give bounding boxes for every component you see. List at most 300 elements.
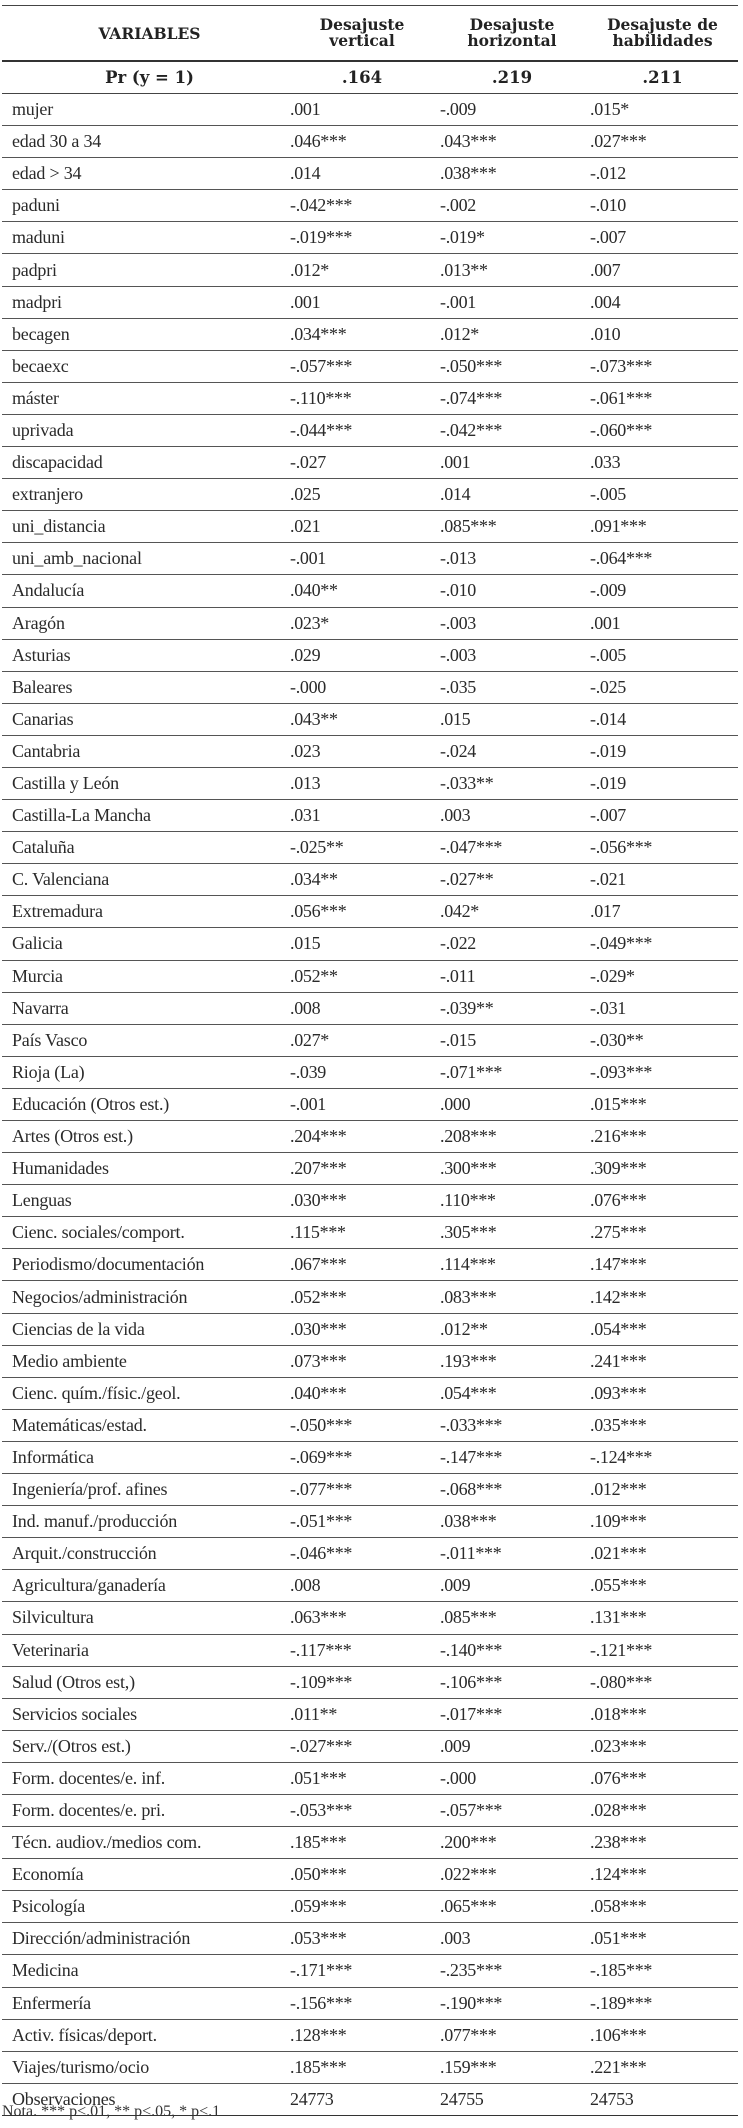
row-value: .128*** [290, 2024, 347, 2045]
row-value: .001 [290, 291, 321, 312]
row-value: -.012 [590, 163, 626, 184]
table-row [2, 2052, 738, 2084]
table-row [2, 1538, 738, 1570]
header-horizontal-mismatch: Desajuste horizontal [467, 15, 557, 50]
row-label: Cantabria [12, 740, 81, 761]
row-value: -.030** [590, 1029, 644, 1050]
row-value: -.017*** [440, 1703, 503, 1724]
row-label: edad > 34 [12, 163, 82, 184]
row-value: -.189*** [590, 1992, 653, 2013]
row-value: .015 [440, 708, 471, 729]
row-label: discapacidad [12, 452, 103, 473]
row-label: Dirección/administración [12, 1928, 191, 1949]
table-row [2, 1602, 738, 1634]
row-value: .010 [590, 323, 621, 344]
row-label: Negocios/administración [12, 1286, 188, 1307]
table-row [2, 704, 738, 736]
row-value: .051*** [290, 1767, 347, 1788]
row-value: -.033*** [440, 1414, 503, 1435]
row-label: Asturias [12, 644, 71, 665]
table-row [2, 832, 738, 864]
row-label: Psicología [12, 1896, 85, 1917]
row-label: Educación (Otros est.) [12, 1093, 170, 1114]
table-row [2, 190, 738, 222]
table-row [2, 1378, 738, 1410]
row-label: Serv./(Otros est.) [12, 1735, 131, 1756]
row-value: .200*** [440, 1832, 497, 1853]
row-value: .093*** [590, 1382, 647, 1403]
table-row [2, 1121, 738, 1153]
table-row [2, 1346, 738, 1378]
row-value: -.171*** [290, 1960, 353, 1981]
table-row [2, 672, 738, 704]
row-label: Extremadura [12, 901, 103, 922]
table-row [2, 511, 738, 543]
row-value: .033 [590, 452, 621, 473]
row-label: Canarias [12, 708, 74, 729]
row-value: .008 [290, 997, 321, 1018]
row-value: .022*** [440, 1864, 497, 1885]
row-value: .300*** [440, 1158, 497, 1179]
row-value: .021 [290, 516, 321, 537]
probability-label: Pr (y = 1) [105, 68, 194, 87]
table-row [2, 1153, 738, 1185]
row-label: Arquit./construcción [12, 1543, 157, 1564]
row-value: .001 [590, 612, 621, 633]
table-row [2, 1923, 738, 1955]
table-row [2, 608, 738, 640]
row-value: .109*** [590, 1511, 647, 1532]
table-row [2, 222, 738, 254]
row-label: País Vasco [12, 1029, 88, 1050]
row-label: Ingeniería/prof. afines [12, 1479, 168, 1500]
table-row [2, 126, 738, 158]
row-value: .023 [290, 740, 321, 761]
row-value: .007 [590, 259, 621, 280]
row-value: .027*** [590, 131, 647, 152]
row-value: .040** [290, 580, 338, 601]
row-value: .275*** [590, 1222, 647, 1243]
row-value: .050*** [290, 1864, 347, 1885]
row-label: Humanidades [12, 1158, 109, 1179]
row-label: Lenguas [12, 1190, 72, 1211]
row-label: Navarra [12, 997, 69, 1018]
row-value: .309*** [590, 1158, 647, 1179]
row-value: -.093*** [590, 1061, 653, 1082]
row-value: -.069*** [290, 1446, 353, 1467]
row-value: .009 [440, 1735, 471, 1756]
table-row [2, 2020, 738, 2052]
row-label: Baleares [12, 676, 73, 697]
table-row [2, 351, 738, 383]
row-value: .063*** [290, 1607, 347, 1628]
row-label: Andalucía [12, 580, 85, 601]
row-label: Informática [12, 1446, 94, 1467]
row-value: .017 [590, 901, 621, 922]
row-value: -.109*** [290, 1671, 353, 1692]
table-row [2, 1635, 738, 1667]
row-label: Medicina [12, 1960, 79, 1981]
row-label: Castilla-La Mancha [12, 805, 151, 826]
row-value: -.025 [590, 676, 626, 697]
table-row [2, 543, 738, 575]
row-value: -.050*** [440, 355, 503, 376]
table-row [2, 1667, 738, 1699]
row-label: becagen [12, 323, 70, 344]
row-value: .241*** [590, 1350, 647, 1371]
row-value: -.042*** [290, 195, 353, 216]
row-value: .012* [290, 259, 330, 280]
row-value: -.057*** [440, 1800, 503, 1821]
table-row [2, 1859, 738, 1891]
table-row [2, 1891, 738, 1923]
table-row [2, 961, 738, 993]
row-label: Servicios sociales [12, 1703, 137, 1724]
header-variables: VARIABLES [98, 23, 201, 43]
row-value: -.042*** [440, 419, 503, 440]
row-value: .027* [290, 1029, 330, 1050]
row-value: .056*** [290, 901, 347, 922]
row-value: -.106*** [440, 1671, 503, 1692]
row-label: paduni [12, 195, 60, 216]
row-value: -.235*** [440, 1960, 503, 1981]
row-value: .073*** [290, 1350, 347, 1371]
table-row [2, 1281, 738, 1313]
row-value: .142*** [590, 1286, 647, 1307]
row-value: -.019*** [290, 227, 353, 248]
row-value: .029 [290, 644, 321, 665]
row-value: .193*** [440, 1350, 497, 1371]
row-label: Aragón [12, 612, 65, 633]
row-value: -.001 [290, 548, 326, 569]
row-value: -.009 [590, 580, 626, 601]
row-value: .023* [290, 612, 330, 633]
row-value: .204*** [290, 1126, 347, 1147]
row-value: -.025** [290, 837, 344, 858]
row-value: -.039** [440, 997, 494, 1018]
row-value: -.071*** [440, 1061, 503, 1082]
header-vertical-mismatch: Desajuste vertical [319, 15, 405, 50]
row-value: .076*** [590, 1767, 647, 1788]
probability-row [2, 62, 738, 94]
row-value: -.061*** [590, 387, 653, 408]
table-row [2, 1827, 738, 1859]
row-value: -.124*** [590, 1446, 653, 1467]
table-row [2, 575, 738, 607]
row-value: .043** [290, 708, 338, 729]
row-value: -.110*** [290, 387, 352, 408]
row-value: -.049*** [590, 933, 653, 954]
row-value: .052** [290, 965, 338, 986]
row-value: .018*** [590, 1703, 647, 1724]
row-value: .021*** [590, 1543, 647, 1564]
row-value: .185*** [290, 1832, 347, 1853]
table-header [2, 5, 738, 62]
row-label: Murcia [12, 965, 63, 986]
table-row [2, 1410, 738, 1442]
row-value: .031 [290, 805, 321, 826]
row-value: -.010 [590, 195, 626, 216]
row-value: -.077*** [290, 1479, 353, 1500]
row-value: .038*** [440, 1511, 497, 1532]
row-value: -.117*** [290, 1639, 352, 1660]
row-value: .001 [290, 99, 321, 120]
row-value: .131*** [590, 1607, 647, 1628]
row-value: .015*** [590, 1093, 647, 1114]
row-value: .238*** [590, 1832, 647, 1853]
row-label: Cienc. quím./físic./geol. [12, 1382, 181, 1403]
row-value: -.001 [290, 1093, 326, 1114]
table-row [2, 1506, 738, 1538]
table-row [2, 896, 738, 928]
table-row [2, 768, 738, 800]
row-label: Silvicultura [12, 1607, 94, 1628]
table-row [2, 928, 738, 960]
row-label: mujer [12, 99, 53, 120]
table-row [2, 1057, 738, 1089]
row-value: .221*** [590, 2056, 647, 2077]
row-value: -.057*** [290, 355, 353, 376]
row-value: .083*** [440, 1286, 497, 1307]
row-value: .030*** [290, 1190, 347, 1211]
row-value: .115*** [290, 1222, 346, 1243]
row-label: Agricultura/ganadería [12, 1575, 166, 1596]
row-value: .034** [290, 869, 338, 890]
row-value: .085*** [440, 516, 497, 537]
row-value: .185*** [290, 2056, 347, 2077]
row-value: -.033** [440, 773, 494, 794]
table-row [2, 254, 738, 286]
row-value: -.047*** [440, 837, 503, 858]
row-label: Ind. manuf./producción [12, 1511, 178, 1532]
probability-skills: .211 [642, 68, 683, 87]
row-label: maduni [12, 227, 65, 248]
row-value: -.080*** [590, 1671, 653, 1692]
row-value: .207*** [290, 1158, 347, 1179]
row-value: -.021 [590, 869, 626, 890]
table-row [2, 1217, 738, 1249]
row-value: .055*** [590, 1575, 647, 1596]
row-label: uni_distancia [12, 516, 106, 537]
table-row [2, 319, 738, 351]
table-row [2, 1731, 738, 1763]
row-value: -.007 [590, 805, 626, 826]
row-value: 24755 [440, 2088, 484, 2109]
row-value: .014 [440, 484, 471, 505]
row-value: .054*** [440, 1382, 497, 1403]
row-value: -.000 [440, 1767, 476, 1788]
row-value: -.019 [590, 773, 626, 794]
row-value: -.051*** [290, 1511, 353, 1532]
row-value: -.019 [590, 740, 626, 761]
row-label: uprivada [12, 419, 74, 440]
row-value: -.022 [440, 933, 476, 954]
row-value: -.056*** [590, 837, 653, 858]
row-value: -.027 [290, 452, 326, 473]
row-value: .110*** [440, 1190, 496, 1211]
row-value: .208*** [440, 1126, 497, 1147]
row-label: Veterinaria [12, 1639, 89, 1660]
table-row [2, 1025, 738, 1057]
row-value: -.029* [590, 965, 635, 986]
row-value: .008 [290, 1575, 321, 1596]
row-label: padpri [12, 259, 57, 280]
row-label: Artes (Otros est.) [12, 1126, 133, 1147]
row-value: .015* [590, 99, 630, 120]
row-value: -.050*** [290, 1414, 353, 1435]
table-row [2, 415, 738, 447]
row-value: .003 [440, 805, 471, 826]
row-value: .106*** [590, 2024, 647, 2045]
header-skills-mismatch: Desajuste de habilidades [607, 15, 718, 50]
row-value: .147*** [590, 1254, 647, 1275]
marginal-effects-table [2, 5, 738, 2116]
table-row [2, 800, 738, 832]
row-value: .012* [440, 323, 480, 344]
row-value: -.003 [440, 644, 476, 665]
row-value: .011** [290, 1703, 338, 1724]
row-value: .067*** [290, 1254, 347, 1275]
row-value: -.068*** [440, 1479, 503, 1500]
row-value: .059*** [290, 1896, 347, 1917]
row-value: .009 [440, 1575, 471, 1596]
table-row [2, 864, 738, 896]
table-row [2, 993, 738, 1025]
row-value: -.073*** [590, 355, 653, 376]
row-value: .058*** [590, 1896, 647, 1917]
table-row [2, 1763, 738, 1795]
row-value: .003 [440, 1928, 471, 1949]
row-value: -.035 [440, 676, 476, 697]
row-value: -.185*** [590, 1960, 653, 1981]
table-row [2, 447, 738, 479]
row-label: becaexc [12, 355, 69, 376]
row-value: -.024 [440, 740, 476, 761]
table-row [2, 479, 738, 511]
table-row [2, 383, 738, 415]
row-value: .004 [590, 291, 621, 312]
row-label: Castilla y León [12, 773, 119, 794]
row-value: .012*** [590, 1479, 647, 1500]
row-value: -.027** [440, 869, 494, 890]
table-row [2, 1474, 738, 1506]
row-value: .023*** [590, 1735, 647, 1756]
table-row [2, 1185, 738, 1217]
row-value: -.140*** [440, 1639, 503, 1660]
row-label: edad 30 a 34 [12, 131, 102, 152]
row-value: .051*** [590, 1928, 647, 1949]
row-label: Rioja (La) [12, 1061, 85, 1082]
row-value: -.044*** [290, 419, 353, 440]
table-row [2, 1570, 738, 1602]
row-value: .015 [290, 933, 321, 954]
row-value: -.121*** [590, 1639, 653, 1660]
table-row [2, 1955, 738, 1987]
row-value: -.001 [440, 291, 476, 312]
row-label: Galicia [12, 933, 63, 954]
table-row [2, 1249, 738, 1281]
row-value: -.039 [290, 1061, 326, 1082]
table-row [2, 1442, 738, 1474]
row-value: .159*** [440, 2056, 497, 2077]
row-value: -.007 [590, 227, 626, 248]
row-value: .124*** [590, 1864, 647, 1885]
row-value: .052*** [290, 1286, 347, 1307]
row-value: -.031 [590, 997, 626, 1018]
row-value: -.064*** [590, 548, 653, 569]
row-value: -.005 [590, 484, 626, 505]
row-value: 24753 [590, 2088, 634, 2109]
row-value: -.190*** [440, 1992, 503, 2013]
row-label: Cienc. sociales/comport. [12, 1222, 185, 1243]
row-label: extranjero [12, 484, 83, 505]
table-row [2, 736, 738, 768]
row-label: Técn. audiov./medios com. [12, 1832, 202, 1853]
row-value: -.046*** [290, 1543, 353, 1564]
table-body [2, 94, 738, 2116]
row-value: -.003 [440, 612, 476, 633]
row-value: .053*** [290, 1928, 347, 1949]
probability-horizontal: .219 [491, 68, 533, 87]
row-value: .054*** [590, 1318, 647, 1339]
row-value: .065*** [440, 1896, 497, 1917]
row-label: máster [12, 387, 59, 408]
row-value: -.011 [440, 965, 476, 986]
row-label: madpri [12, 291, 62, 312]
row-value: .012** [440, 1318, 488, 1339]
row-value: .030*** [290, 1318, 347, 1339]
row-value: .040*** [290, 1382, 347, 1403]
table-row [2, 1314, 738, 1346]
row-label: Matemáticas/estad. [12, 1414, 147, 1435]
row-value: .043*** [440, 131, 497, 152]
table-row [2, 94, 738, 126]
row-value: -.147*** [440, 1446, 503, 1467]
row-label: uni_amb_nacional [12, 548, 142, 569]
row-label: Enfermería [12, 1992, 91, 2013]
row-value: .013** [440, 259, 488, 280]
table-row [2, 158, 738, 190]
row-value: .114*** [440, 1254, 496, 1275]
table-row [2, 1089, 738, 1121]
row-label: Periodismo/documentación [12, 1254, 205, 1275]
row-label: Medio ambiente [12, 1350, 127, 1371]
row-value: -.009 [440, 99, 476, 120]
table-row [2, 1795, 738, 1827]
row-value: .013 [290, 773, 321, 794]
row-label: Economía [12, 1864, 84, 1885]
row-value: .001 [440, 452, 471, 473]
row-value: .216*** [590, 1126, 647, 1147]
table-row [2, 287, 738, 319]
row-value: .038*** [440, 163, 497, 184]
row-label: Viajes/turismo/ocio [12, 2056, 150, 2077]
row-value: -.019* [440, 227, 485, 248]
row-value: -.015 [440, 1029, 476, 1050]
row-value: -.074*** [440, 387, 503, 408]
row-label: Observaciones [12, 2088, 116, 2109]
row-value: -.011*** [440, 1543, 502, 1564]
significance-note: Nota. *** p<.01, ** p<.05, * p<.1 [2, 2103, 221, 2120]
row-value: -.014 [590, 708, 626, 729]
row-label: Form. docentes/e. pri. [12, 1800, 166, 1821]
row-value: -.027*** [290, 1735, 353, 1756]
table-row [2, 1699, 738, 1731]
row-value: .034*** [290, 323, 347, 344]
row-value: .028*** [590, 1800, 647, 1821]
row-value: -.156*** [290, 1992, 353, 2013]
row-value: .076*** [590, 1190, 647, 1211]
